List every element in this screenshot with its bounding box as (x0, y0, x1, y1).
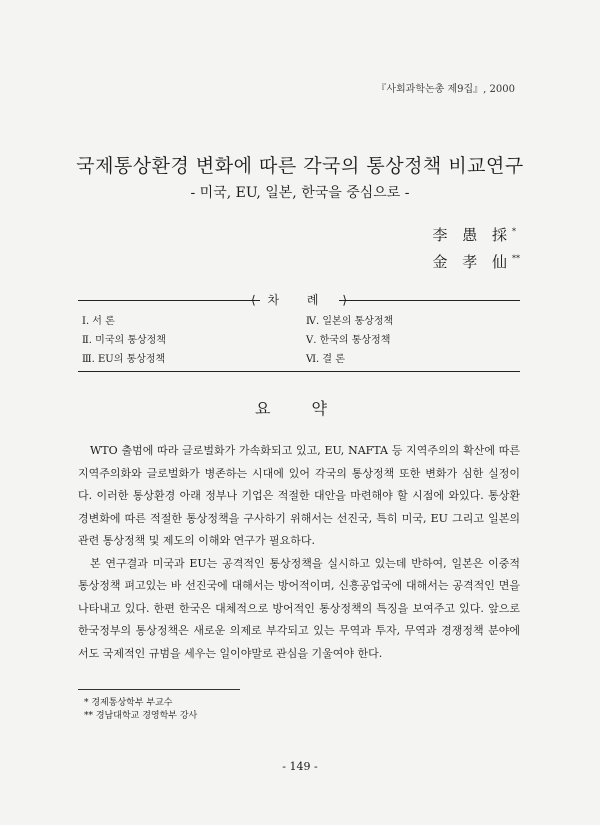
abstract-paragraph: 본 연구결과 미국과 EU는 공격적인 통상정책을 실시하고 있는데 반하여, 일본은 이중적 통상정책 펴고있는 바 선진국에 대해서는 방어적이며, 신흥공업국에 대해서는 공격적인 면을 나타내고 있다. 한편 한국은 대체적으로 방어적인 통상정책의 특징을 보여주고 있다. 앞으로 한국정부의 통상정책은 새로운 의제로 부각되고 있는 무역과 투자, 무역과 경쟁정책 분야에서도 국제적인 규범을 세우는 일이야말로 관심을 기울여야 한다. (78, 556, 520, 660)
toc-item: Ⅱ. 미국의 통상정책 (82, 335, 166, 346)
author-1-footnote-mark: * (512, 227, 516, 236)
toc-heading: ⟨ 차 례 ⟩ (251, 293, 347, 307)
toc-item: Ⅳ. 일본의 통상정책 (306, 316, 394, 327)
abstract-heading: 요 약 (255, 399, 345, 418)
table-of-contents (78, 293, 520, 372)
paper-subtitle: - 미국, EU, 일본, 한국을 중심으로 - (190, 185, 410, 201)
footnote-item: ** 경남대학교 경영학부 강사 (84, 711, 198, 721)
footnote-item: * 경제통상학부 부교수 (84, 698, 173, 708)
author-1: 李 愚 採* (432, 226, 516, 244)
toc-item: Ⅲ. EU의 통상정책 (82, 354, 166, 365)
author-2-footnote-mark: ** (512, 254, 520, 263)
toc-item: Ⅵ. 결 론 (306, 354, 345, 365)
author-2: 金 孝 仙** (432, 253, 520, 271)
toc-item: Ⅰ. 서 론 (82, 316, 115, 327)
abstract-paragraph: WTO 출범에 따라 글로벌화가 가속화되고 있고, EU, NAFTA 등 지역주의의 확산에 따른 지역주의화와 글로벌화가 병존하는 시대에 있어 각국의 통상정책 또한 변화가 심한 실정이다. 이러한 통상환경 아래 정부나 기업은 적절한 대안을 마련해야 할 시점에 와있다. 통상환경변화에 따른 적절한 통상정책을 구사하기 위해서는 선진국, 특히 미국, EU 그리고 일본의 관련 통상정책 및 제도의 이해와 연구가 필요하다. (78, 444, 520, 547)
journal-info: 『사회과학논총 제9집』, 2000 (376, 84, 515, 95)
toc-left-column (82, 312, 166, 369)
page-number: - 149 - (282, 760, 318, 773)
author-list (432, 220, 520, 274)
abstract-body (78, 440, 520, 665)
toc-right-column (306, 312, 393, 369)
footnote-divider (78, 689, 240, 690)
footnotes (84, 697, 197, 723)
paper-title: 국제통상환경 변화에 따른 각국의 통상정책 비교연구 (76, 155, 524, 177)
toc-item: Ⅴ. 한국의 통상정책 (306, 335, 391, 346)
